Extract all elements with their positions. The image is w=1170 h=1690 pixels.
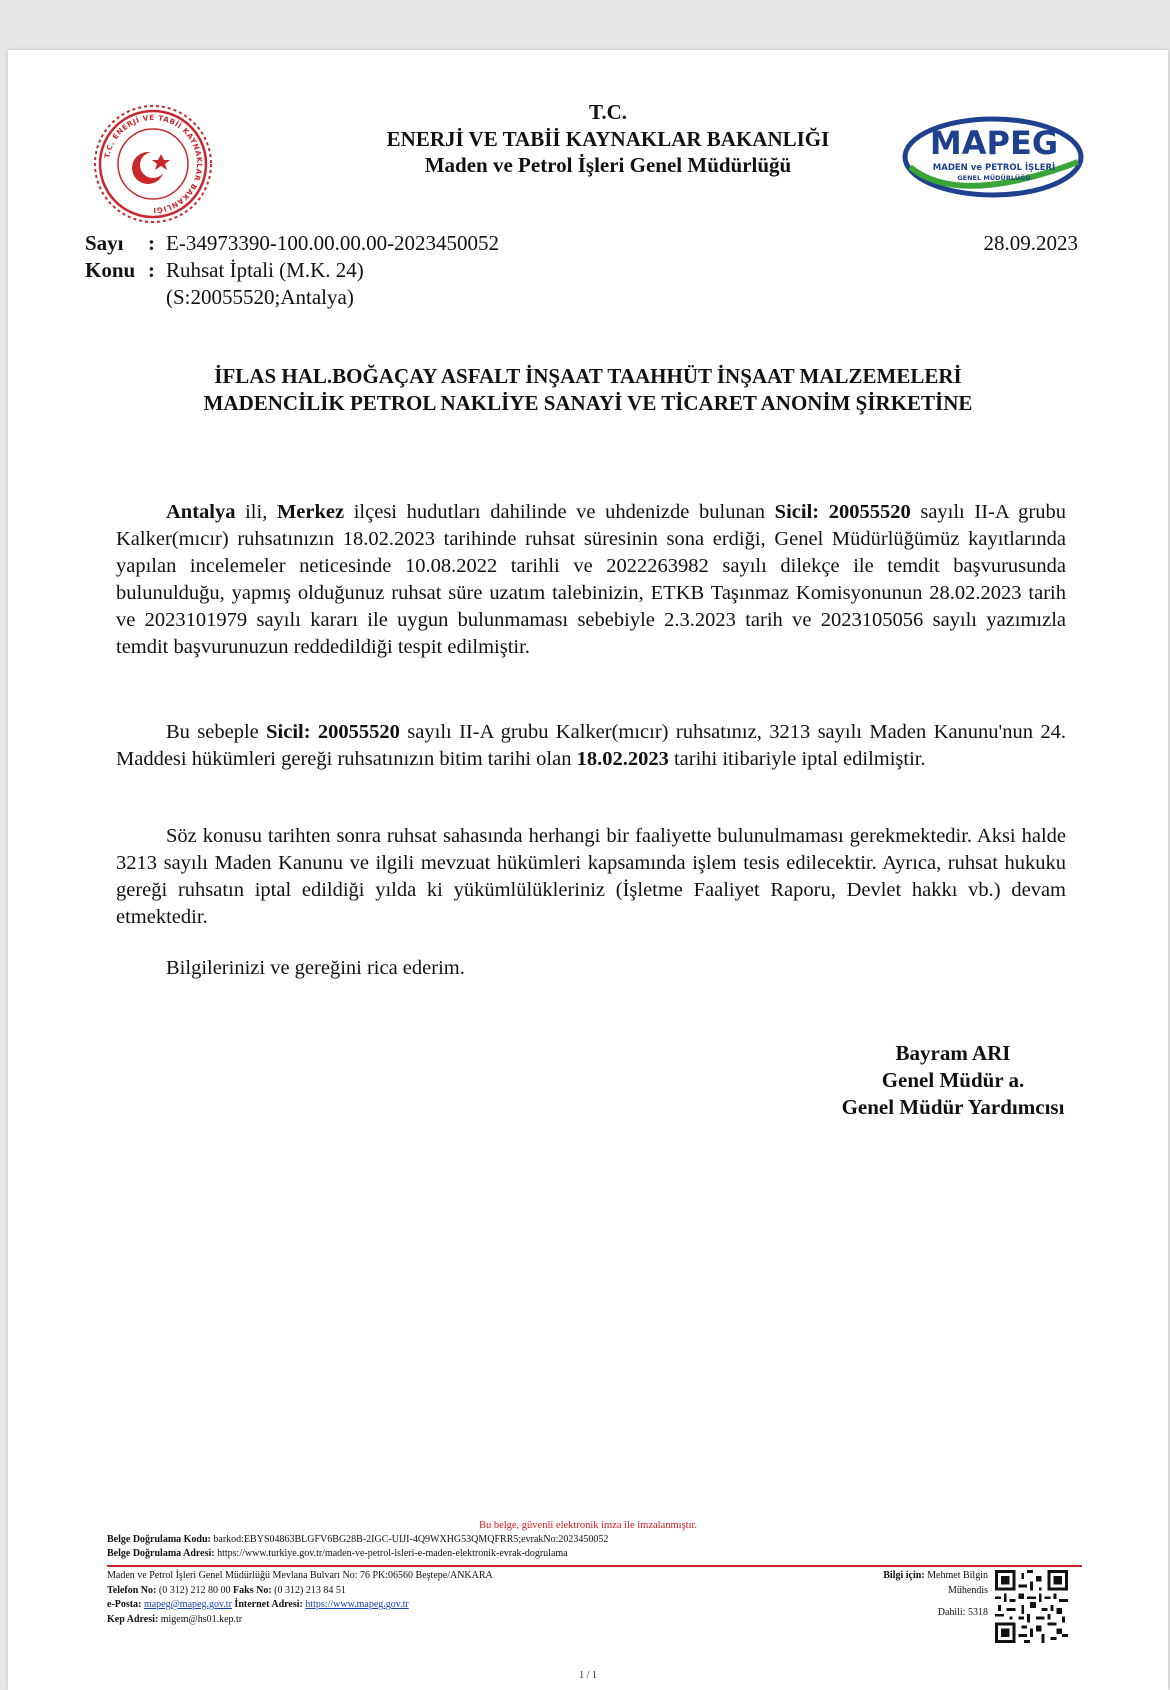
signer-title-1: Genel Müdür a. — [881, 1068, 1025, 1092]
paragraph-4: Bilgilerinizi ve gereğini rica ederim. — [166, 957, 465, 979]
contact-person: Bilgi için: Mehmet Bilgin Mühendis Dahili: 5318 — [883, 1570, 988, 1618]
document-date: 28.09.2023 — [983, 231, 1078, 255]
verification-block: Belge Doğrulama Kodu: barkod:EBYS04863BLGFV6BG28B-2IGC-UIJI-4Q9WXHG53QMQFRR5;evrakNo:2023450052 Belge Doğrulama Adresi: https://www.turkiye.gov.tr/maden-ve-petrol-isleri-e-maden-elektronik-evrak-dogrulama — [107, 1534, 609, 1559]
header-ministry: ENERJİ VE TABİİ KAYNAKLAR BAKANLIĞI — [386, 127, 830, 151]
konu-label: Konu — [85, 258, 136, 282]
paragraph-1: Antalya ili, Merkez ilçesi hudutları dahilinde ve uhdenizde bulunan Sicil: 20055520 sayılı II-A grubu Kalker(mıcır) ruhsatınızın 18.02.2023 tarihinde ruhsat süresinin sona erdiği, Genel Müdürlüğümüz kayıtlarında yapılan incelemeler neticesinde 10.08.2022 tarihli ve 2022263982 sayılı dilekçe ile temdit başvurusunda bulunulduğu, yapmış olduğunuz ruhsat süre uzatım talebinizin, ETKB Taşınmaz Komisyonunun 28.02.2023 tarih ve 2023101979 sayılı kararı ile uygun bulunmaması sebebiyle 2.3.2023 tarih ve 2023105056 sayılı yazımızla temdit başvurunuzun reddedildiği tespit edilmiştir. — [116, 501, 1066, 658]
paragraph-2: Bu sebeple Sicil: 20055520 sayılı II-A grubu Kalker(mıcır) ruhsatınız, 3213 sayılı Maden Kanunu'nun 24. Maddesi hükümleri gereği ruhsatınızın bitim tarihi olan 18.02.2023 tarihi itibariyle iptal edilmiştir. — [116, 721, 1066, 770]
mapeg-logo — [898, 112, 1088, 202]
verification-code: barkod:EBYS04863BLGFV6BG28B-2IGC-UIJI-4Q9WXHG53QMQFRR5;evrakNo:2023450052 — [213, 1534, 609, 1545]
addressee-line-1: İFLAS HAL.BOĞAÇAY ASFALT İNŞAAT TAAHHÜT İNŞAAT MALZEMELERİ — [214, 364, 962, 388]
konu-colon: : — [148, 258, 155, 282]
document-page — [8, 50, 1168, 1690]
signer-title-2: Genel Müdür Yardımcısı — [841, 1095, 1065, 1119]
paragraph-3: Söz konusu tarihten sonra ruhsat sahasında herhangi bir faaliyette bulunulmaması gerekmektedir. Aksi halde 3213 sayılı Maden Kanunu ve ilgili mevzuat hükümleri kapsamında işlem tesis edilecektir. Ayrıca, ruhsat hukuku gereği ruhsatın iptal edildiği yılda ki yükümlülükleriniz (İşletme Faaliyet Raporu, Devlet hakkı vb.) devam etmektedir. — [116, 825, 1066, 928]
logo-text: MAPEG — [929, 124, 1059, 162]
footer-divider — [107, 1565, 1082, 1567]
esign-notice: Bu belge, güvenli elektronik imza ile imzalanmıştır. — [478, 1520, 698, 1531]
header-directorate: Maden ve Petrol İşleri Genel Müdürlüğü — [424, 153, 792, 177]
website-link[interactable]: https://www.mapeg.gov.tr — [305, 1599, 409, 1610]
email-link[interactable]: mapeg@mapeg.gov.tr — [143, 1599, 232, 1610]
seal-text: T.C. ENERJİ VE TABİİ KAYNAKLAR BAKANLIĞI — [102, 112, 205, 216]
header-tc: T.C. — [588, 100, 628, 124]
konu-value: Ruhsat İptali (M.K. 24) — [166, 258, 364, 282]
addressee — [88, 363, 1088, 417]
konu-value-2: (S:20055520;Antalya) — [166, 285, 354, 309]
sayi-value: E-34973390-100.00.00.00-2023450052 — [166, 231, 500, 255]
verification-address: https://www.turkiye.gov.tr/maden-ve-petrol-isleri-e-maden-elektronik-evrak-dogrulama — [217, 1548, 568, 1559]
contact-block: Maden ve Petrol İşleri Genel Müdürlüğü Mevlana Bulvarı No: 76 PK:06560 Beştepe/ANKARA Telefon No: (0 312) 212 80 00 Faks No: (0 312) 213 84 51 e-Posta: mapeg@mapeg.gov.tr İnternet Adresi: https://www.mapeg.gov.tr Kep Adresi: migem@hs01.kep.tr — [107, 1570, 493, 1625]
logo-sub1: MADEN ve PETROL İŞLERİ — [932, 163, 1056, 173]
qr-code-icon — [995, 1570, 1068, 1643]
page-number: 1 / 1 — [579, 1670, 597, 1681]
signer-name: Bayram ARI — [895, 1041, 1011, 1065]
logo-sub2: GENEL MÜDÜRLÜĞÜ — [957, 174, 1031, 182]
signature-block — [788, 1040, 1118, 1121]
sayi-colon: : — [148, 231, 155, 255]
postal-address: Maden ve Petrol İşleri Genel Müdürlüğü Mevlana Bulvarı No: 76 PK:06560 Beştepe/ANKARA — [107, 1570, 493, 1581]
sayi-label: Sayı — [85, 231, 124, 255]
addressee-line-2: MADENCİLİK PETROL NAKLİYE SANAYİ VE TİCARET ANONİM ŞİRKETİNE — [203, 391, 973, 415]
